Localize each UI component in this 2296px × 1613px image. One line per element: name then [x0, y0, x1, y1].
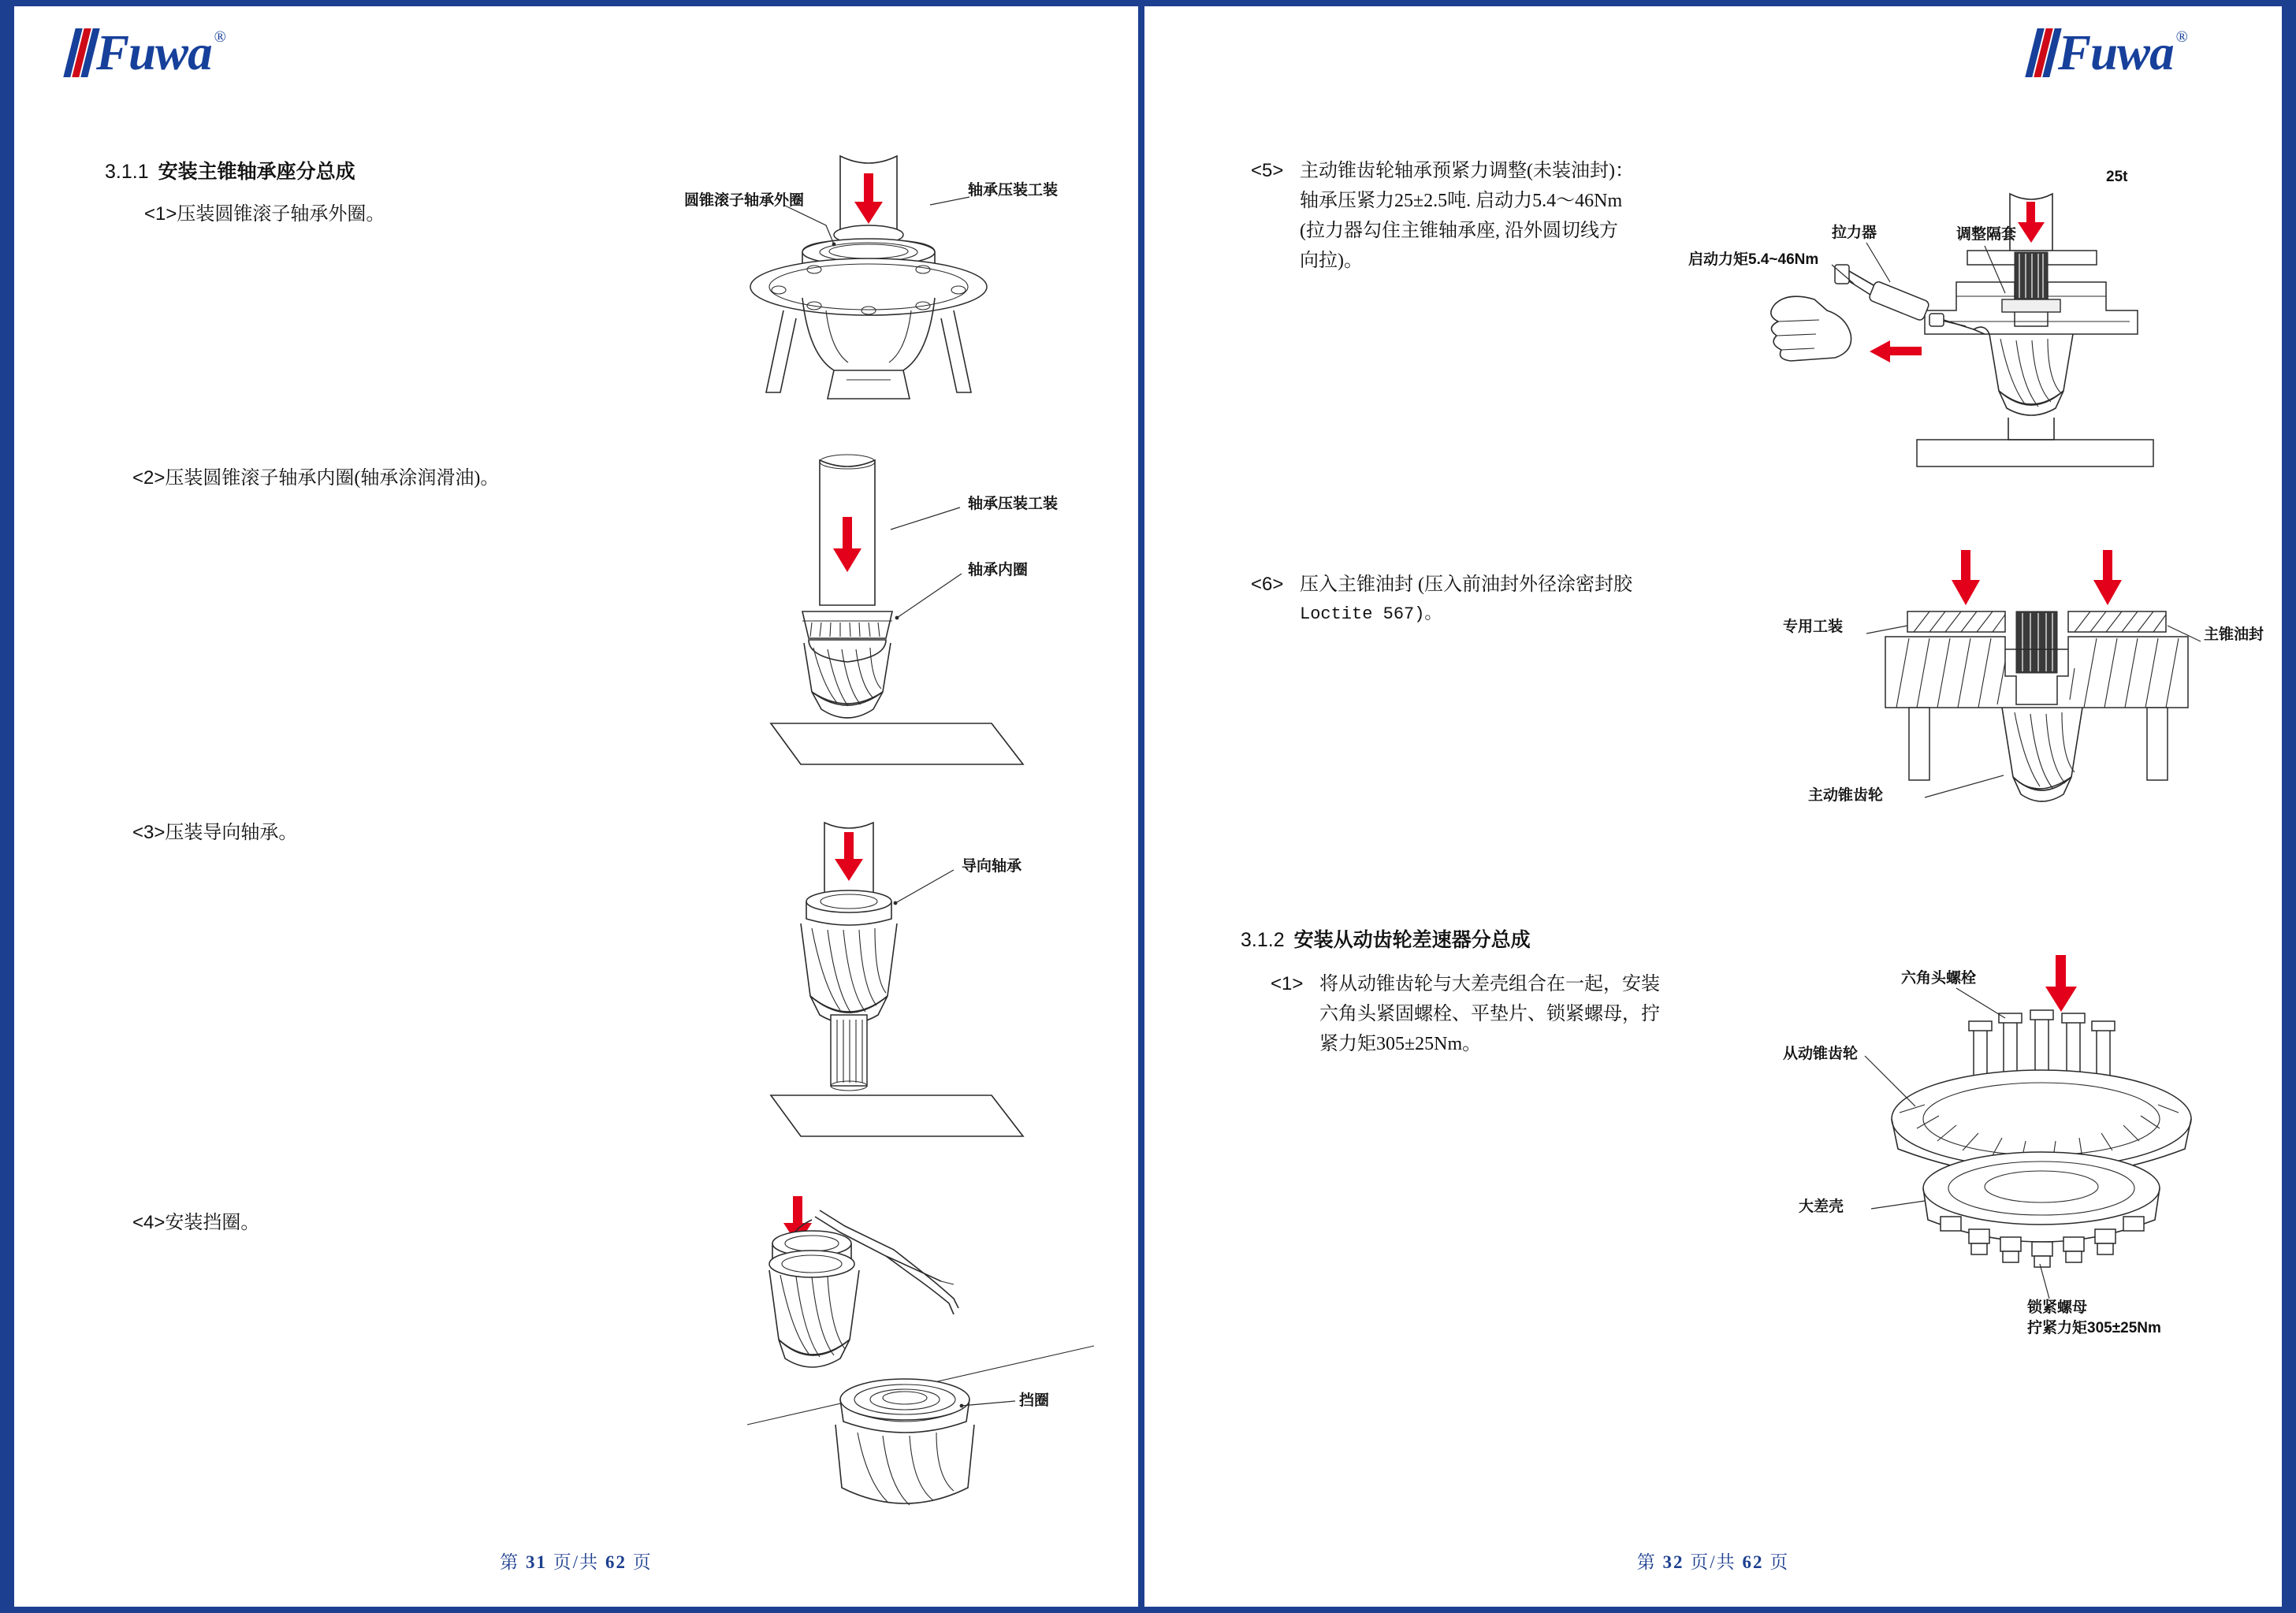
- step-1: [144, 199, 385, 229]
- step-2-text: 压装圆锥滚子轴承内圈(轴承涂润滑油)。: [165, 468, 500, 489]
- callout-drive-bevel-gear: 主动锥齿轮: [1808, 787, 1884, 804]
- step-4-text: 安装挡圈。: [165, 1213, 260, 1233]
- footer-suffix-left: 页: [632, 1552, 653, 1572]
- figure-ring-gear-assembly: [1783, 952, 2240, 1362]
- logo-bars-icon: [63, 28, 99, 77]
- logo-registered-mark: ®: [214, 28, 226, 46]
- press-direction-arrow-icon: [833, 517, 861, 572]
- step-3-label: <3>: [132, 822, 166, 843]
- page-left: [14, 6, 1138, 1607]
- callout-special-tool: 专用工装: [1783, 619, 1844, 635]
- fuwa-logo-right: [2031, 25, 2188, 91]
- step-6-line-2: Loctite 567)。: [1300, 604, 1442, 624]
- page-right: [1144, 6, 2282, 1607]
- section-title-312: 安装从动齿轮差速器分总成: [1293, 929, 1531, 951]
- logo-wordmark: Fuwa: [96, 25, 212, 80]
- callout-start-torque: 启动力矩5.4~46Nm: [1688, 251, 1819, 268]
- press-direction-arrow-icon: [854, 173, 883, 224]
- figure-5-drawing: [1696, 164, 2201, 542]
- callout-adjust-spacer: 调整隔套: [1956, 226, 2017, 243]
- step-6: [1251, 570, 1771, 630]
- figure-7-drawing: [1799, 952, 2240, 1362]
- logo-registered-mark: ®: [2175, 28, 2188, 46]
- step-4-label: <4>: [132, 1212, 166, 1233]
- step-4: [132, 1208, 259, 1238]
- step-5-line-3: (拉力器勾住主锥轴承座, 沿外圆切线方: [1300, 221, 1618, 241]
- callout-lock-nut-1: 锁紧螺母: [2027, 1299, 2088, 1316]
- step-5-label: <5>: [1251, 160, 1284, 181]
- footer-page-left: 31: [526, 1552, 548, 1572]
- step-312-1: [1271, 969, 1775, 1059]
- step-6-line-1: 压入主锥油封 (压入前油封外径涂密封胶: [1300, 574, 1632, 595]
- fuwa-logo-left: [69, 25, 226, 91]
- step-2: [132, 463, 499, 493]
- step-312-1-label: <1>: [1271, 973, 1304, 994]
- figure-3-drawing: [755, 818, 1102, 1149]
- callout-hex-bolt: 六角头螺栓: [1901, 970, 1977, 987]
- callout-outer-race: 圆锥滚子轴承外圈: [684, 192, 805, 209]
- step-1-text: 压装圆锥滚子轴承外圈。: [177, 204, 385, 225]
- step-5-line-4: 向拉)。: [1300, 251, 1363, 271]
- step-2-label: <2>: [132, 467, 166, 489]
- footer-total-left: 62: [605, 1552, 627, 1572]
- step-3: [132, 818, 297, 848]
- logo-wordmark: Fuwa: [2058, 25, 2174, 80]
- footer-prefix-right: 第: [1636, 1552, 1657, 1572]
- callout-snap-ring: 挡圈: [1019, 1392, 1050, 1409]
- step-5-line-2: 轴承压紧力25±2.5吨. 启动力5.4～46Nm: [1300, 191, 1623, 211]
- step-3-text: 压装导向轴承。: [165, 823, 298, 843]
- footer-middle-right: 页/共: [1690, 1552, 1736, 1572]
- section-number: 3.1.1: [105, 161, 149, 183]
- figure-snap-ring: [747, 1188, 1094, 1519]
- figure-4-drawing: [747, 1188, 1094, 1519]
- section-heading-311: [105, 156, 355, 184]
- figure-bearing-outer-race: [684, 156, 1118, 416]
- assembly-direction-arrow-icon: [2045, 955, 2077, 1012]
- footer-page-right: 32: [1662, 1552, 1684, 1572]
- section-number-312: 3.1.2: [1241, 929, 1285, 951]
- callout-press-tool-2: 轴承压装工装: [968, 496, 1059, 512]
- figure-oil-seal: [1783, 550, 2264, 881]
- callout-inner-race: 轴承内圈: [968, 562, 1029, 578]
- figure-preload-adjust: [1688, 164, 2201, 542]
- footer-left: [14, 1548, 1138, 1574]
- callout-press-tool-1: 轴承压装工装: [968, 182, 1059, 199]
- figure-guide-bearing: [755, 818, 1102, 1149]
- figure-bearing-inner-race: [755, 455, 1102, 786]
- step-5-line-1: 主动锥齿轮轴承预紧力调整(未装油封)：: [1300, 161, 1634, 181]
- footer-suffix-right: 页: [1769, 1552, 1790, 1572]
- footer-total-right: 62: [1742, 1552, 1764, 1572]
- step-312-1-line-2: 六角头紧固螺栓、平垫片、锁紧螺母，拧: [1319, 1004, 1660, 1024]
- callout-lock-nut-2: 拧紧力矩305±25Nm: [2027, 1320, 2161, 1336]
- press-direction-arrow-icon: [2018, 202, 2045, 243]
- callout-differential-case: 大差壳: [1799, 1199, 1844, 1215]
- callout-main-oil-seal: 主锥油封: [2204, 626, 2264, 643]
- step-312-1-line-3: 紧力矩305±25Nm。: [1319, 1034, 1482, 1054]
- callout-guide-bearing: 导向轴承: [962, 858, 1022, 875]
- callout-tonnage: 25t: [2106, 169, 2128, 185]
- callout-puller: 拉力器: [1832, 225, 1877, 241]
- footer-middle-left: 页/共: [553, 1552, 600, 1572]
- section-title: 安装主锥轴承座分总成: [158, 161, 355, 183]
- footer-prefix-left: 第: [500, 1552, 520, 1572]
- callout-driven-bevel-gear: 从动锥齿轮: [1783, 1046, 1859, 1062]
- step-1-label: <1>: [144, 203, 177, 225]
- logo-bars-icon: [2025, 28, 2060, 77]
- press-arrow-right-icon: [2093, 550, 2122, 605]
- step-5: [1251, 156, 1755, 276]
- press-arrow-left-icon: [1952, 550, 1980, 605]
- press-direction-arrow-icon: [835, 832, 863, 881]
- section-heading-312: [1241, 924, 1531, 953]
- pull-direction-arrow-icon: [1870, 340, 1922, 362]
- figure-6-drawing: [1791, 550, 2232, 881]
- step-6-label: <6>: [1251, 574, 1284, 595]
- footer-right: [1144, 1548, 2282, 1574]
- step-312-1-line-1: 将从动锥齿轮与大差壳组合在一起，安装: [1319, 974, 1660, 994]
